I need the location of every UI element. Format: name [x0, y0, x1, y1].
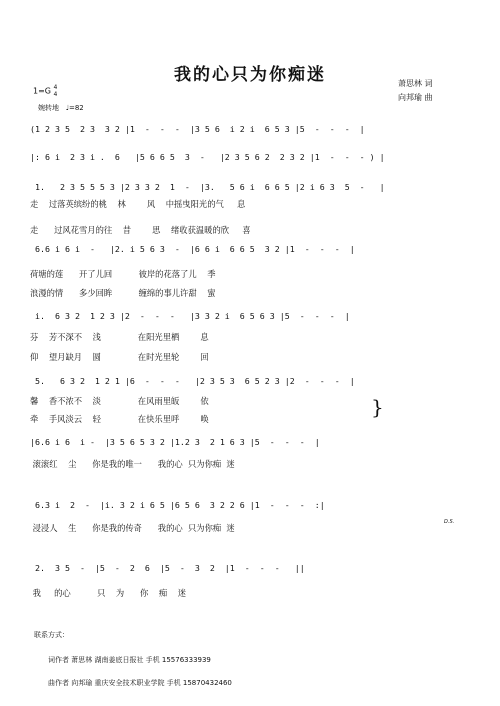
lyric-line: 芬 芳不深不 浅 在阳光里栖 息	[30, 332, 209, 342]
tempo-text: 婉转地	[38, 104, 59, 112]
notation-line: i. 6 3 2 1 2 3 |2 - - - |3 3 2 i 6 5 6 3 |5 - - - |	[30, 311, 350, 321]
lyric-line: 浪漫的情 多少回眸 缠绵的事儿许甜 蜜	[30, 288, 216, 298]
time-top: 4	[53, 84, 58, 91]
notation-line: 1. 2 3 5 5 5 3 |2 3 3 2 1 - |3. 5 6 i 6 6 5 |2 i 6 3 5 - |	[30, 182, 385, 192]
key-text: 1=G	[33, 86, 51, 96]
notation-line: 2. 3 5 - |5 - 2 6 |5 - 3 2 |1 - - - ||	[30, 563, 305, 573]
lyric-line: 我 的心 只 为 你 痴 迷	[30, 588, 187, 598]
contact-heading: 联系方式：	[34, 631, 69, 639]
lyric-line: 滚滚红 尘 你是我的唯一 我的心 只为你痴 迷	[30, 459, 235, 469]
lyric-line: 走 过落英缤纷的桃 林 风 中摇曳阳光的气 息	[30, 199, 246, 209]
notation-line: |: 6 i 2 3 i . 6 |5 6 6 5 3 - |2 3 5 6 2 2 3 2 |1 - - - ) |	[30, 152, 385, 162]
lyric-line: 馨 香不浓不 淡 在风雨里皈 依	[30, 396, 209, 406]
composer-contact: 曲作者 向邦瑜 重庆安全技术职业学院 手机 15870432460	[48, 679, 232, 687]
lyricist-credit: 萧思林 词	[398, 79, 433, 88]
notation-line: 6.6 i 6 i - |2. i 5 6 3 - |6 6 i 6 6 5 3 2 |1 - - - |	[30, 244, 355, 254]
composer-credit: 向邦瑜 曲	[398, 93, 433, 102]
notation-line: (1 2 3 5 2 3 3 2 |1 - - - |3 5 6 i 2 i 6 5 3 |5 - - - |	[30, 124, 365, 134]
song-title: 我的心只为你痴迷	[174, 65, 326, 85]
lyric-line: 仰 望月缺月 圆 在时光里轮 回	[30, 352, 209, 362]
time-bottom: 4	[53, 91, 58, 98]
ds-mark: D.S.	[444, 519, 455, 525]
lyric-line: 浸浸人 生 你是我的传奇 我的心 只为你痴 迷	[30, 523, 235, 533]
tempo-note: ♩=82	[65, 104, 84, 112]
lyricist-contact: 词作者 萧思林 湖南姜底日报社 手机 15576333939	[48, 656, 211, 664]
notation-line: 5. 6 3 2 1 2 1 |6 - - - |2 3 5 3 6 5 2 3 |2 - - - |	[30, 376, 355, 386]
repeat-brace: }	[371, 395, 384, 419]
notation-line: 6.3 i 2 - |i. 3 2 i 6 5 |6 5 6 3 2 2 6 |1 - - - :|	[30, 500, 325, 510]
lyric-line: 荷塘的莲 开了儿回 彼岸的花落了儿 季	[30, 269, 216, 279]
notation-line: |6.6 i 6 i - |3 5 6 5 3 2 |1.2 3 2 1 6 3 |5 - - - |	[30, 437, 320, 447]
lyric-line: 牵 手风淡云 轻 在快乐里呼 唤	[30, 414, 209, 424]
lyric-line: 走 过风花雪月的往 昔 思 绪收获温暖的欣 喜	[30, 225, 251, 235]
